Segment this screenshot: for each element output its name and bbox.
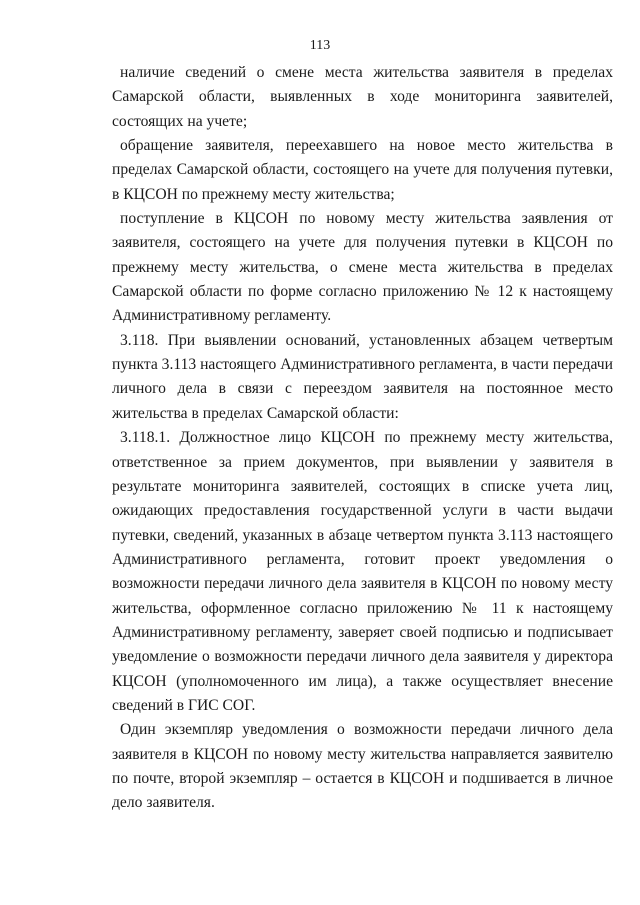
paragraph-6: Один экземпляр уведомления о возможности передачи личного дела заявителя в КЦСОН по новому месту жительства направляется заявителю по почте, второй экземпляр – остается в КЦСОН и подшивается в личное дело заявителя. [112, 721, 613, 812]
paragraph-1: наличие сведений о смене места жительства заявителя в пределах Самарской области, выявленных в ходе мониторинга заявителей, состоящих на учете; [112, 64, 613, 130]
paragraph-2: обращение заявителя, переехавшего на новое место жительства в пределах Самарской области, состоящего на учете для получения путевки, в КЦСОН по прежнему месту жительства; [112, 137, 613, 203]
paragraph-4: 3.118. При выявлении оснований, установленных абзацем четвертым пункта 3.113 настоящего Административного регламента, в части передачи личного дела в связи с переездом заявителя на постоянное место жительства в пределах Самарской области: [112, 331, 613, 422]
paragraph-5: 3.118.1. Должностное лицо КЦСОН по прежнему месту жительства, ответственное за прием документов, при выявлении у заявителя в результате мониторинга заявителей, состоящих в списке учета лиц, ожидающих предоставления государственной услуги в части выдачи путевки, сведений, указанных в абзаце четвертом пункта 3.113 настоящего Административного регламента, готовит проект уведомления о возможности передачи личного дела заявителя в КЦСОН по новому месту жительства, оформленное согласно приложению № 11 к настоящему Административному регламенту, заверяет своей подписью и подписывает уведомление о возможности передачи личного дела заявителя у директора КЦСОН (уполномоченного им лица), а также осуществляет внесение сведений в ГИС СОГ. [112, 429, 613, 714]
paragraph-3: поступление в КЦСОН по новому месту жительства заявления от заявителя, состоящего на учете для получения путевки в КЦСОН по прежнему месту жительства, о смене места жительства в пределах Самарской области по форме согласно приложению № 12 к настоящему Административному регламенту. [112, 210, 613, 325]
document-body [112, 61, 613, 816]
page-number: 113 [309, 38, 331, 53]
